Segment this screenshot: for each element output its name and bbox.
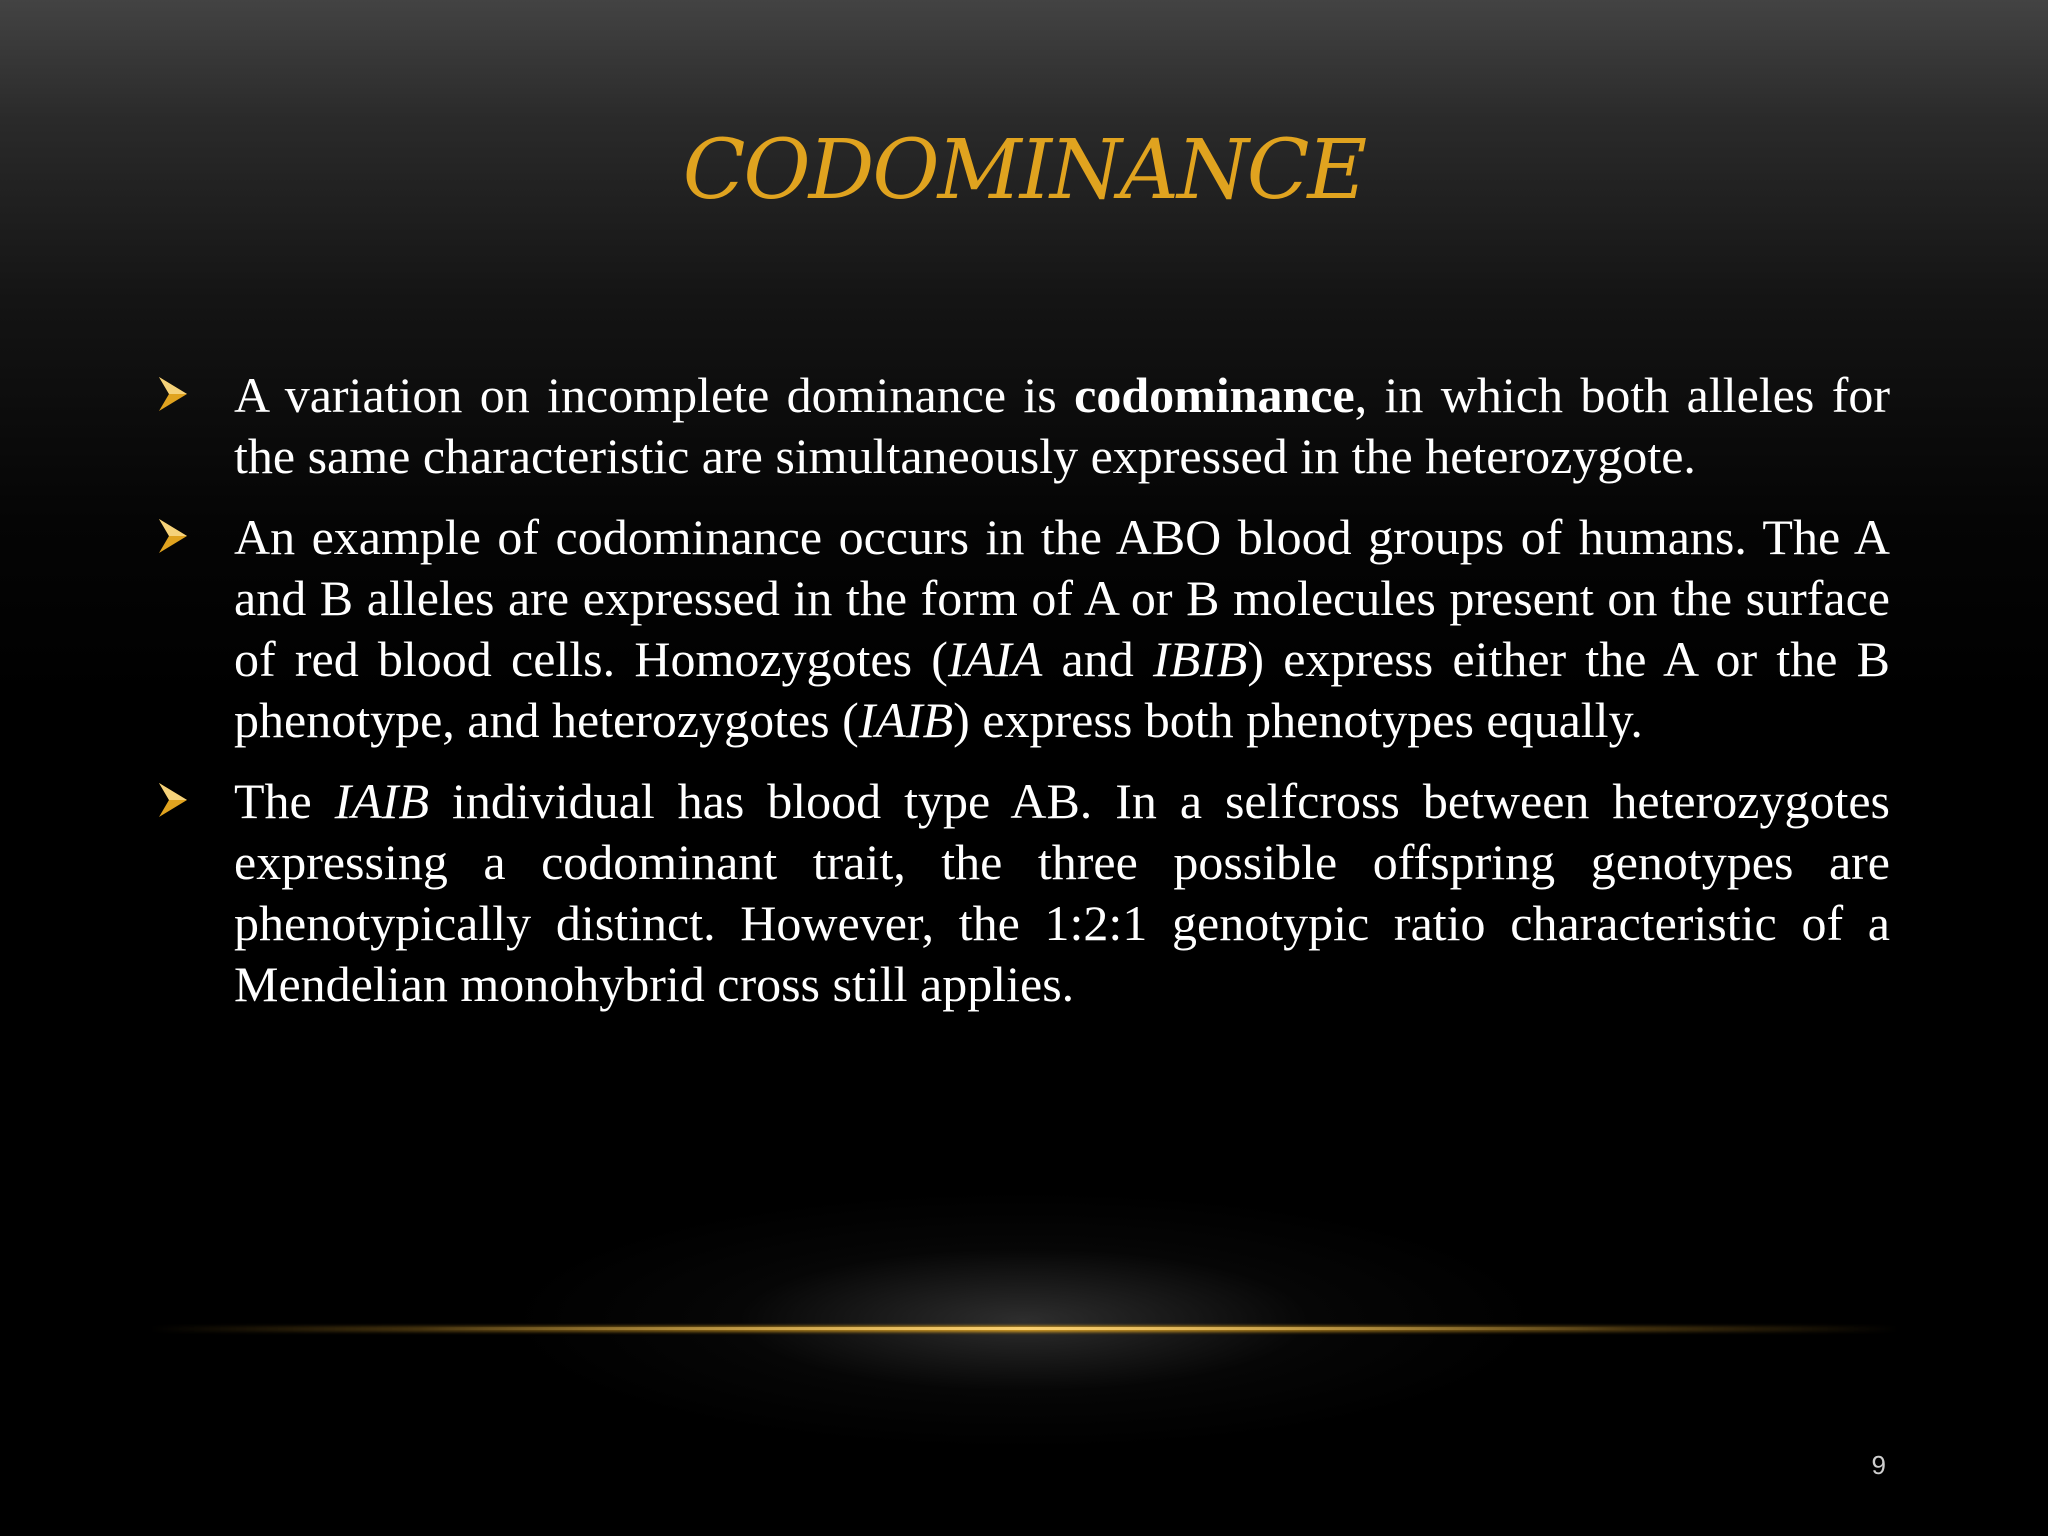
bullet-item-1 bbox=[234, 365, 1890, 487]
bullet-1-text-part1: A variation on incomplete dominance is bbox=[234, 367, 1075, 423]
bullet-item-3 bbox=[234, 771, 1890, 1015]
page-number: 9 bbox=[1871, 1450, 1886, 1480]
arrowhead-bullet-icon bbox=[157, 517, 189, 555]
gold-divider-highlight bbox=[420, 1327, 1628, 1330]
bullet-2-text-part2: and bbox=[1042, 631, 1153, 687]
arrowhead-bullet-icon bbox=[157, 375, 189, 413]
bullet-2-text-part3: ) express either the A or the B phenotype, and heterozygotes ( bbox=[234, 631, 1890, 748]
bullet-3-text-part2: individual has blood type AB. In a selfcross between heterozygotes expressing a codominant trait, the three possible offspring genotypes are phenotypically distinct. However, the 1:2:1 genotypic ratio characteristic of a Mendelian monohybrid cross still applies. bbox=[234, 773, 1890, 1012]
bullet-1-text-part2: , in which both alleles for the same characteristic are simultaneously expressed in the heterozygote. bbox=[234, 367, 1890, 484]
bullet-2-genotype-iaia: IAIA bbox=[947, 631, 1043, 687]
bullet-3-text-part1: The bbox=[234, 773, 335, 829]
bullet-3-genotype-iaib: IAIB bbox=[334, 773, 430, 829]
bullet-item-2 bbox=[234, 507, 1890, 751]
bullet-2-genotype-iaib: IAIB bbox=[858, 692, 954, 748]
bullet-2-text-part4: ) express both phenotypes equally. bbox=[953, 692, 1643, 748]
bullet-2-genotype-ibib: IBIB bbox=[1152, 631, 1248, 687]
slide-title: CODOMINANCE bbox=[682, 123, 1366, 218]
bullet-list bbox=[234, 365, 1890, 1035]
bullet-2-text-part1: An example of codominance occurs in the ABO blood groups of humans. The A and B alleles are expressed in the form of A or B molecules present on the surface of red blood cells. Homozygotes ( bbox=[234, 509, 1890, 687]
arrowhead-bullet-icon bbox=[157, 781, 189, 819]
bullet-1-bold-term: codominance bbox=[1074, 367, 1355, 423]
